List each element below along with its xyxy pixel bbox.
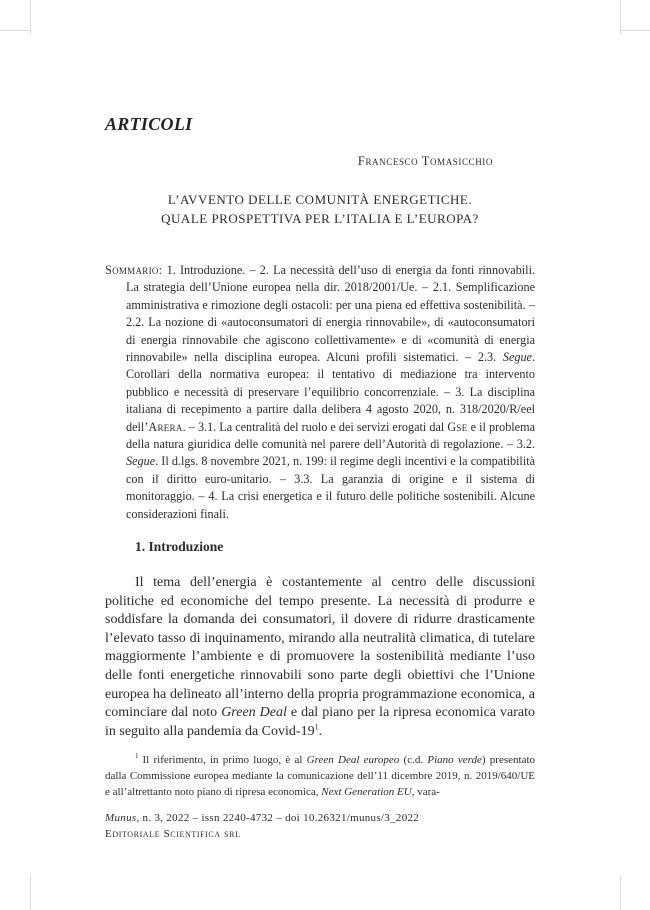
footnote-text: , vara- (411, 786, 440, 798)
summary (105, 262, 535, 523)
summary-segue: Segue (502, 350, 532, 365)
summary-label: Sommario: (105, 263, 163, 277)
footnote-text: (c.d. (399, 754, 428, 766)
footnote-number: 1 (135, 752, 139, 761)
body-text: e dal piano per la ripresa economica varato in seguito alla pandemia da Covid-19 (105, 705, 535, 739)
journal-name: Munus (105, 812, 137, 824)
crop-mark (620, 0, 621, 34)
crop-mark (30, 0, 31, 34)
section-label: ARTICOLI (105, 114, 193, 134)
colophon (105, 810, 419, 842)
footnote (105, 752, 535, 800)
summary-gse: Gse (447, 419, 468, 434)
journal-details: , n. 3, 2022 – issn 2240-4732 – doi 10.26321/munus/3_2022 (136, 812, 420, 824)
footnote-text: Il riferimento, in primo luogo, è al (142, 754, 307, 766)
footnote-text: ) presentato dalla Commissione europea mediante la comunicazione dell’11 dicembre 2019, n. 2019/640/UE e all’altrettanto noto piano di ripresa economica, (105, 754, 536, 798)
footnote-piano-verde: Piano verde (427, 754, 482, 766)
summary-segue: Segue (126, 454, 156, 469)
crop-mark (620, 876, 621, 910)
section-heading: 1. Introduzione (135, 539, 224, 554)
article-title (105, 190, 535, 228)
title-line-2: QUALE PROSPETTIVA PER L’ITALIA E L’EUROPA? (161, 211, 479, 226)
crop-mark (30, 876, 31, 910)
body-green-deal: Green Deal (221, 705, 287, 721)
title-line-1: L’AVVENTO DELLE COMUNITÀ ENERGETICHE. (167, 192, 473, 207)
summary-text: . Il d.lgs. 8 novembre 2021, n. 199: il regime degli incentivi e la compatibilità con il diritto euro-unitario. – 3.3. La garanzia di origine e il sistema di monitoraggio. – 4. La crisi energetica e il futuro delle politiche sostenibili. Alcune considerazioni finali. (126, 454, 535, 521)
crop-mark (620, 30, 650, 31)
body-paragraph (105, 574, 535, 741)
summary-text: 1. Introduzione. – 2. La necessità dell’uso di energia da fonti rinnovabili. La strategia dell’Unione europea nella dir. 2018/2001/Ue. – 2.1. Semplificazione amministrativa e rimozione degli ostacoli: per una piena ed effettiva sostenibilità. – 2.2. La nozione di «autoconsumatori di energia rinnovabile», di «autoconsumatori di energia rinnovabile che agiscono collettivamente» e di «comunità di energia rinnovabile» nella disciplina europea. Alcuni profili sistematici. – 2.3. (126, 263, 535, 365)
footnote-next-gen: Next Generation EU (321, 786, 412, 798)
body-text: Il tema dell’energia è costantemente al centro delle discussioni politiche ed economiche del tempo presente. La necessità di produrre e soddisfare la domanda dei consumatori, il dovere di ridurre drasticamente l’elevato tasso di inquinamento, mirando alla neutralità climatica, di tutelare maggiormente l’ambiente e di promuovere la sostenibilità mediante l’uso delle fonti energetiche rinnovabili sono parte degli obiettivi che l’Unione europea ha delineato all’interno della propria programmazione economica, a cominciare dal noto (105, 575, 535, 721)
summary-text: . – 3.1. La centralità del ruolo e dei servizi erogati dal (182, 419, 448, 434)
summary-text: e il problema della natura giuridica delle comunità nel parere dell’Autorità di regolazione. – 3.2. (126, 419, 535, 452)
summary-text: . Corollari della normativa europea: il tentativo di mediazione tra intervento pubblico e necessità di preservare l’equilibrio concorrenziale. – 3. La disciplina italiana di recepimento a partire dalla delibera 4 agosto 2020, n. 318/2020/R/eel dell’ (126, 350, 535, 434)
footnote-reference[interactable]: 1 (314, 722, 319, 732)
crop-mark (0, 30, 30, 31)
body-text: . (318, 723, 323, 739)
summary-arera: Arera (148, 419, 183, 434)
footnote-green-deal: Green Deal europeo (306, 754, 400, 766)
author-name: Francesco Tomasicchio (357, 154, 493, 168)
publisher-name: Editoriale Scientifica srl (105, 828, 241, 840)
